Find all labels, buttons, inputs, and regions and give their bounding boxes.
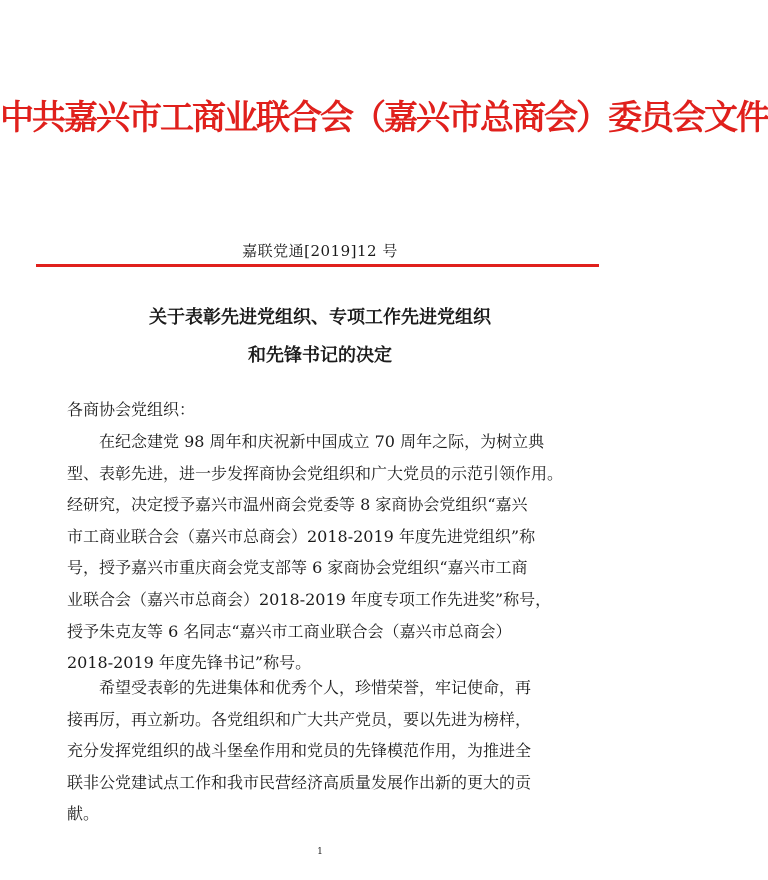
paragraph-line: 型、表彰先进，进一步发挥商协会党组织和广大党员的示范引领作用。	[67, 463, 564, 483]
paragraph-line: 业联合会（嘉兴市总商会）2018-2019 年度专项工作先进奖”称号，	[67, 589, 552, 609]
page-number: 1	[317, 847, 323, 857]
paragraph-line: 市工商业联合会（嘉兴市总商会）2018-2019 年度先进党组织”称	[67, 526, 536, 546]
salutation: 各商协会党组织：	[67, 400, 196, 419]
title-line-1: 关于表彰先进党组织、专项工作先进党组织	[149, 307, 491, 328]
paragraph-line: 联非公党建试点工作和我市民营经济高质量发展作出新的更大的贡	[67, 772, 532, 792]
paragraph-line: 2018-2019 年度先锋书记”称号。	[67, 653, 312, 673]
document-title	[0, 299, 640, 375]
paragraph-line: 充分发挥党组织的战斗堡垒作用和党员的先锋模范作用，为推进全	[67, 741, 532, 761]
paragraph-line: 献。	[67, 804, 100, 824]
masthead-title: 中共嘉兴市工商业联合会（嘉兴市总商会）委员会文件	[0, 98, 768, 138]
paragraph-line: 经研究，决定授予嘉兴市温州商会党委等 8 家商协会党组织“嘉兴	[67, 495, 528, 515]
body-paragraph-2	[67, 672, 587, 830]
body-paragraph-1	[67, 426, 587, 679]
title-line-2: 和先锋书记的决定	[248, 345, 392, 366]
paragraph-line: 接再厉，再立新功。各党组织和广大共产党员，要以先进为榜样，	[67, 709, 532, 729]
paragraph-line: 授予朱克友等 6 名同志“嘉兴市工商业联合会（嘉兴市总商会）	[67, 621, 512, 641]
paragraph-line: 希望受表彰的先进集体和优秀个人，珍惜荣誉，牢记使命，再	[99, 678, 532, 697]
document-number: 嘉联党通[2019]12 号	[242, 242, 398, 260]
paragraph-line: 在纪念建党 98 周年和庆祝新中国成立 70 周年之际，为树立典	[99, 432, 545, 451]
red-divider-line	[36, 264, 599, 267]
paragraph-line: 号，授予嘉兴市重庆商会党支部等 6 家商协会党组织“嘉兴市工商	[67, 558, 528, 578]
